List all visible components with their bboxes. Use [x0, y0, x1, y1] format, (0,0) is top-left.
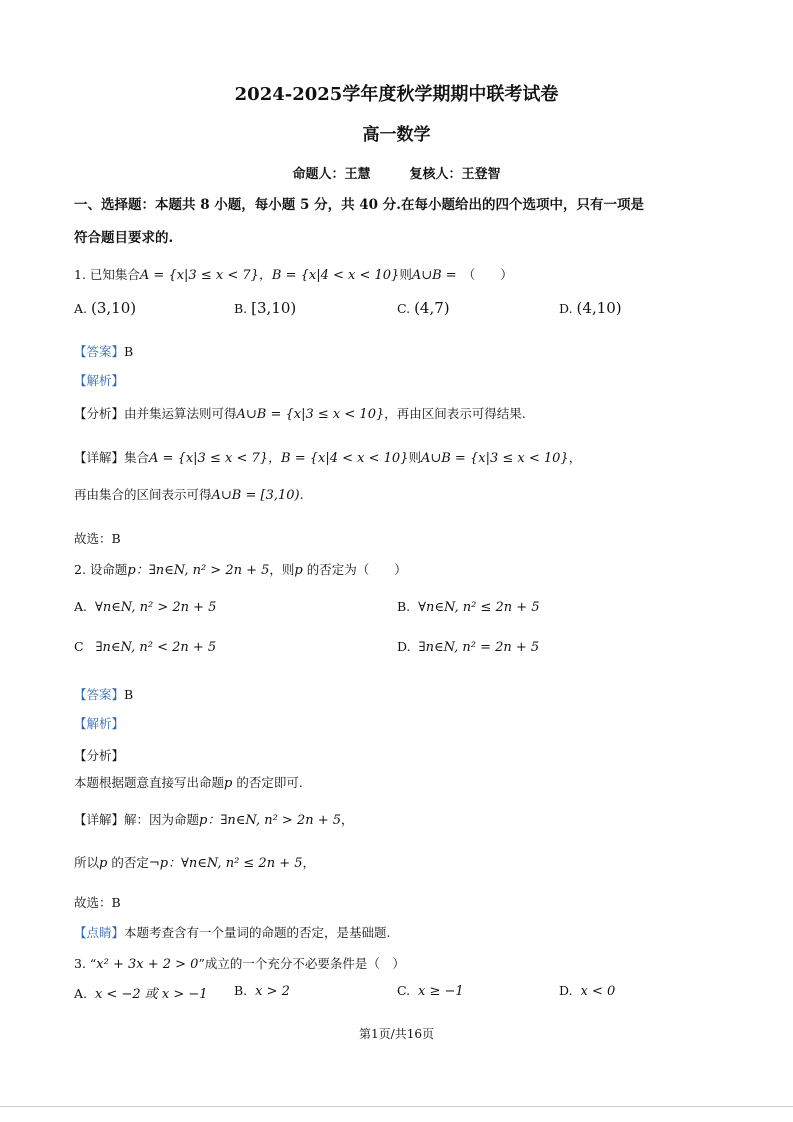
- question-3-stem: [74, 954, 405, 972]
- detail-text: 解：因为命题: [124, 812, 200, 827]
- option-label: D.: [559, 301, 573, 316]
- answer-value: B: [124, 344, 134, 359]
- q2-fenxi: [74, 773, 303, 791]
- q2-detail: [74, 809, 354, 828]
- option-value: (4,10): [576, 299, 622, 317]
- option-label: A.: [74, 301, 88, 316]
- q3-option-d[interactable]: [559, 983, 615, 999]
- q1-answer-paren: （ ）: [462, 267, 513, 282]
- page-bottom-divider: [0, 1106, 793, 1107]
- option-value: (3,10): [91, 299, 137, 317]
- option-value: x < 0: [580, 984, 616, 999]
- q2-negation: [74, 852, 315, 871]
- q1-choose: 故选：B: [74, 531, 121, 546]
- question-2-stem: [74, 559, 407, 578]
- q1-fenxi: [74, 404, 526, 422]
- q2-stem-text-b: ，则: [269, 562, 295, 577]
- q1-interval: [74, 485, 304, 503]
- q3-option-a[interactable]: [74, 983, 208, 1002]
- detail-math-2: A∪B = {x|3 ≤ x < 10}: [420, 451, 569, 466]
- q1-detail: [74, 447, 581, 466]
- option-label: B.: [234, 983, 248, 998]
- q2-option-d[interactable]: [397, 639, 539, 655]
- detail-text: 集合: [124, 450, 150, 465]
- q2-answer: [74, 685, 133, 703]
- option-label: A.: [74, 986, 88, 1001]
- q2-analysis-tag: 【解析】: [74, 716, 125, 731]
- interval-math: A∪B = [3,10): [211, 488, 300, 503]
- subject-title: 高一数学: [362, 125, 431, 145]
- option-label: D.: [397, 639, 411, 654]
- q1-option-d[interactable]: [559, 299, 622, 317]
- option-value: ∃n∈N, n² = 2n + 5: [418, 640, 540, 655]
- q3-stem-text: 3. “: [74, 956, 97, 971]
- so-math: p: [99, 856, 108, 871]
- so-text-b: 的否定: [107, 855, 149, 870]
- q1-analysis-tag: 【解析】: [74, 373, 125, 388]
- so-math-2: ¬p：∀n∈N, n² ≤ 2n + 5: [148, 856, 303, 871]
- authors-line: 命题人：王慧 复核人：王登智: [292, 167, 501, 182]
- option-label: C.: [397, 301, 411, 316]
- detail-text-b: ，: [341, 812, 354, 827]
- q3-stem-text-b: ”成立的一个充分不必要条件是（ ）: [198, 956, 405, 971]
- q2-stem-text: 2. 设命题: [74, 562, 128, 577]
- q3-option-c[interactable]: [397, 983, 464, 999]
- q2-comment: [74, 923, 391, 941]
- fenxi-math: A∪B = {x|3 ≤ x < 10}: [236, 407, 385, 422]
- fenxi-text-b: ，再由区间表示可得结果.: [384, 406, 526, 421]
- option-value: [3,10): [251, 299, 297, 317]
- detail-math: A = {x|3 ≤ x < 7}，B = {x|4 < x < 10}: [149, 451, 409, 466]
- q2-option-c[interactable]: [74, 639, 216, 655]
- fenxi-text-b: 的否定即可.: [232, 775, 303, 790]
- option-value: ∃n∈N, n² < 2n + 5: [95, 640, 217, 655]
- comment-tag: 【点睛】: [74, 925, 125, 940]
- detail-math: p：∃n∈N, n² > 2n + 5: [199, 813, 342, 828]
- option-value: (4,7): [414, 299, 450, 317]
- answer-tag: 【答案】: [74, 344, 125, 359]
- fenxi-text: 由并集运算法则可得: [124, 406, 237, 421]
- q1-stem-math-b: A∪B =: [411, 268, 457, 283]
- q1-stem-text: 1. 已知集合: [74, 267, 140, 282]
- exam-title: 2024-2025学年度秋学期期中联考试卷: [234, 84, 559, 105]
- q3-stem-math: x² + 3x + 2 > 0: [96, 957, 199, 972]
- page-number: 第1页/共16页: [359, 1027, 434, 1041]
- so-text-c: ，: [302, 855, 316, 870]
- q2-stem-text-c: 的否定为（ ）: [302, 562, 407, 577]
- q1-answer: [74, 342, 133, 360]
- q3-option-b[interactable]: [234, 983, 290, 999]
- so-text: 所以: [74, 855, 100, 870]
- question-1-stem: [74, 264, 513, 283]
- fenxi-text: 本题根据题意直接写出命题: [74, 775, 225, 790]
- q2-fenxi-tag: 【分析】: [74, 748, 125, 763]
- option-value: x ≥ −1: [418, 984, 464, 999]
- option-label: A.: [74, 599, 88, 614]
- answer-tag: 【答案】: [74, 687, 125, 702]
- option-value: ∀n∈N, n² > 2n + 5: [94, 600, 217, 615]
- detail-text-b: 则: [408, 450, 421, 465]
- q1-option-a[interactable]: [74, 299, 136, 317]
- q2-choose: 故选：B: [74, 895, 121, 910]
- option-label: B.: [234, 301, 248, 316]
- detail-tag: 【详解】: [74, 450, 125, 465]
- option-label: C.: [397, 983, 411, 998]
- detail-text-c: ，: [568, 450, 582, 465]
- interval-text: 再由集合的区间表示可得: [74, 487, 212, 502]
- fenxi-math: p: [224, 776, 233, 791]
- option-label: C: [74, 639, 84, 654]
- q1-stem-math: A = {x|3 ≤ x < 7}，B = {x|4 < x < 10}: [139, 268, 400, 283]
- q1-stem-text-b: 则: [399, 267, 412, 282]
- section-heading-cont: 符合题目要求的.: [74, 230, 174, 246]
- option-value: x < −2 或 x > −1: [94, 987, 208, 1002]
- q1-option-c[interactable]: [397, 299, 450, 317]
- q2-option-a[interactable]: [74, 599, 216, 615]
- option-value: ∀n∈N, n² ≤ 2n + 5: [418, 600, 540, 615]
- answer-value: B: [124, 687, 134, 702]
- option-value: x > 2: [255, 984, 290, 999]
- comment-text: 本题考查含有一个量词的命题的否定，是基础题.: [124, 925, 391, 940]
- option-label: D.: [559, 983, 573, 998]
- q2-stem-math: p：∃n∈N, n² > 2n + 5: [127, 563, 270, 578]
- option-label: B.: [397, 599, 411, 614]
- q2-option-b[interactable]: [397, 599, 540, 615]
- q2-stem-math-2: p: [294, 563, 303, 578]
- q1-option-b[interactable]: [234, 299, 296, 317]
- detail-tag: 【详解】: [74, 812, 125, 827]
- interval-text-b: .: [299, 487, 304, 502]
- section-heading: 一、选择题：本题共 8 小题，每小题 5 分，共 40 分.在每小题给出的四个选项中，只有一项是: [74, 197, 644, 213]
- fenxi-tag: 【分析】: [74, 406, 125, 421]
